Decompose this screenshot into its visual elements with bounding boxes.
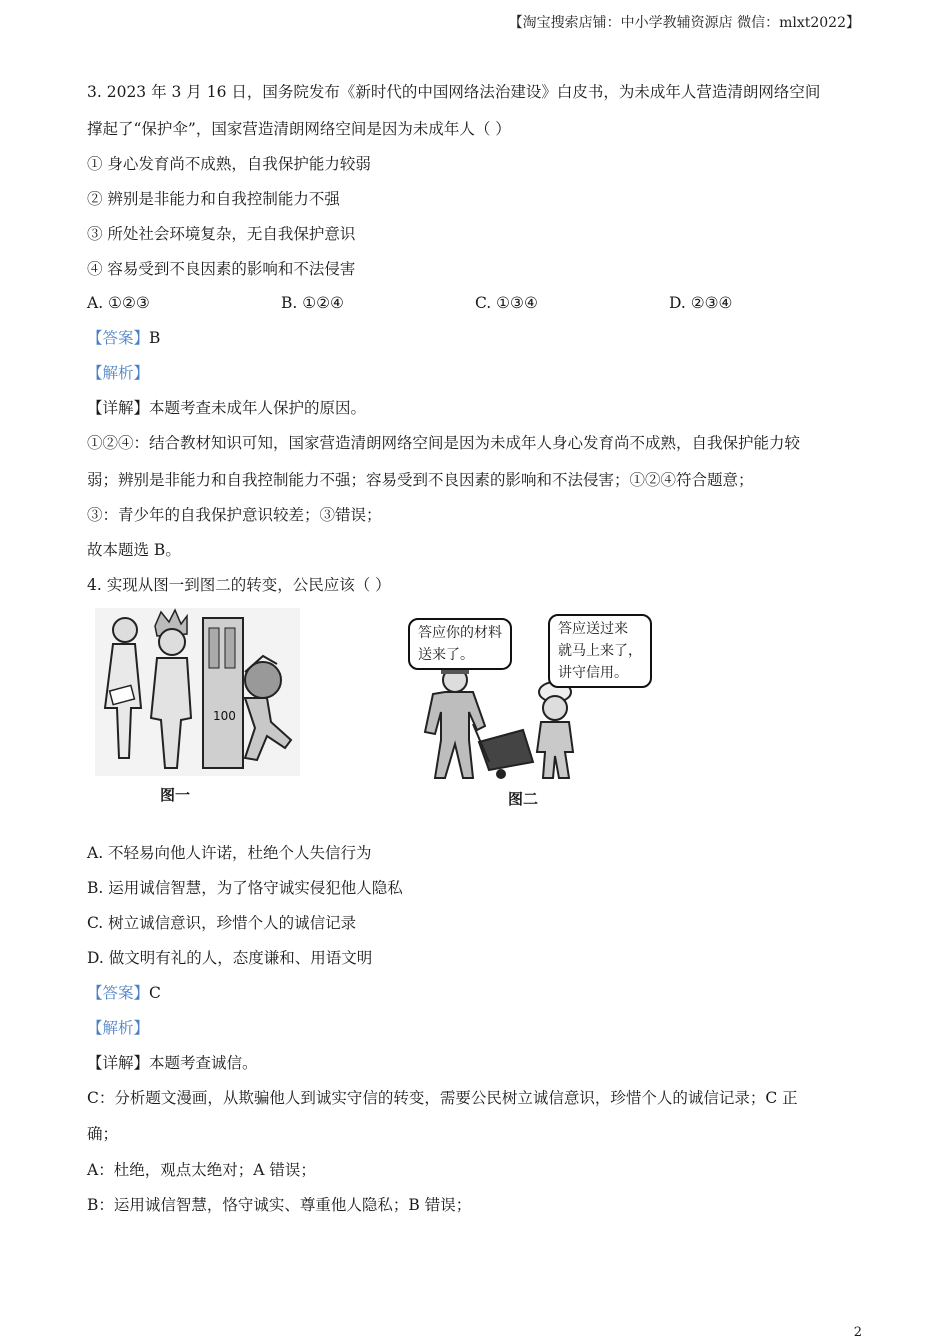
q3-answer: B [149, 329, 161, 347]
q4-detail-1: 【详解】本题考查诚信。 [87, 1054, 258, 1072]
q3-option-a: A. ①②③ [87, 294, 150, 312]
speech-bubble-left [408, 618, 512, 670]
q4-answer: C [149, 984, 161, 1002]
q3-stem-line1: 3. 2023 年 3 月 16 日，国务院发布《新时代的中国网络法治建设》白皮书，为未成年人营造清朗网络空间 [87, 83, 821, 101]
q4-option-b: B. 运用诚信智慧，为了恪守诚实侵犯他人隐私 [87, 879, 403, 897]
q3-answer-tag: 【答案】 [87, 329, 150, 347]
q3-item-4: ④ 容易受到不良因素的影响和不法侵害 [87, 260, 356, 278]
figure2-caption: 图二 [508, 790, 539, 808]
q4-stem: 4. 实现从图一到图二的转变，公民应该（ ） [87, 576, 391, 594]
bubble-left-line1: 答应你的材料 [418, 625, 502, 641]
q3-answer-line [87, 328, 160, 348]
q3-option-d: D. ②③④ [669, 294, 733, 312]
q3-detail-4: ③：青少年的自我保护意识较差；③错误； [87, 506, 382, 524]
bubble-right-line2: 就马上来了， [558, 643, 642, 659]
q3-item-3: ③ 所处社会环境复杂，无自我保护意识 [87, 225, 356, 243]
q4-detail-3: 确； [87, 1125, 119, 1143]
figure1-caption: 图一 [160, 786, 191, 804]
speech-bubble-right [548, 614, 652, 688]
q4-answer-tag: 【答案】 [87, 984, 150, 1002]
bubble-right-line3: 讲守信用。 [558, 665, 628, 681]
q4-detail-4: A：杜绝，观点太绝对；A 错误； [87, 1161, 316, 1179]
q4-option-a: A. 不轻易向他人许诺，杜绝个人失信行为 [87, 844, 372, 862]
bubble-right-line1: 答应送过来 [558, 621, 628, 637]
q3-option-c: C. ①③④ [475, 294, 538, 312]
q4-answer-line [87, 983, 161, 1003]
q3-option-b: B. ①②④ [281, 294, 344, 312]
q3-detail-1: 【详解】本题考查未成年人保护的原因。 [87, 399, 367, 417]
q3-stem-line2: 撑起了“保护伞”，国家营造清朗网络空间是因为未成年人（ ） [87, 120, 511, 138]
q3-detail-5: 故本题选 B。 [87, 541, 181, 559]
q4-option-d: D. 做文明有礼的人，态度谦和、用语文明 [87, 949, 373, 967]
q4-analysis-tag: 【解析】 [87, 1019, 150, 1037]
q3-detail-3: 弱；辨别是非能力和自我控制能力不强；容易受到不良因素的影响和不法侵害；①②④符合题意； [87, 471, 754, 489]
page-number: 2 [853, 1325, 862, 1340]
q3-item-2: ② 辨别是非能力和自我控制能力不强 [87, 190, 340, 208]
cartoon-figure-1 [95, 608, 300, 776]
q3-item-1: ① 身心发育尚不成熟，自我保护能力较弱 [87, 155, 371, 173]
q4-detail-5: B：运用诚信智慧，恪守诚实、尊重他人隐私；B 错误； [87, 1196, 472, 1214]
figure1-sign: 100 [213, 709, 236, 723]
page-header: 【淘宝搜索店铺：中小学教辅资源店 微信：mlxt2022】 [508, 15, 860, 31]
bubble-left-line2: 送来了。 [418, 647, 474, 663]
q3-detail-2: ①②④：结合教材知识可知，国家营造清朗网络空间是因为未成年人身心发育尚不成熟，自我保护能力较 [87, 434, 801, 452]
q4-detail-2: C：分析题文漫画，从欺骗他人到诚实守信的转变，需要公民树立诚信意识，珍惜个人的诚信记录；C 正 [87, 1089, 798, 1107]
q3-analysis-tag: 【解析】 [87, 364, 150, 382]
q4-option-c: C. 树立诚信意识，珍惜个人的诚信记录 [87, 914, 357, 932]
